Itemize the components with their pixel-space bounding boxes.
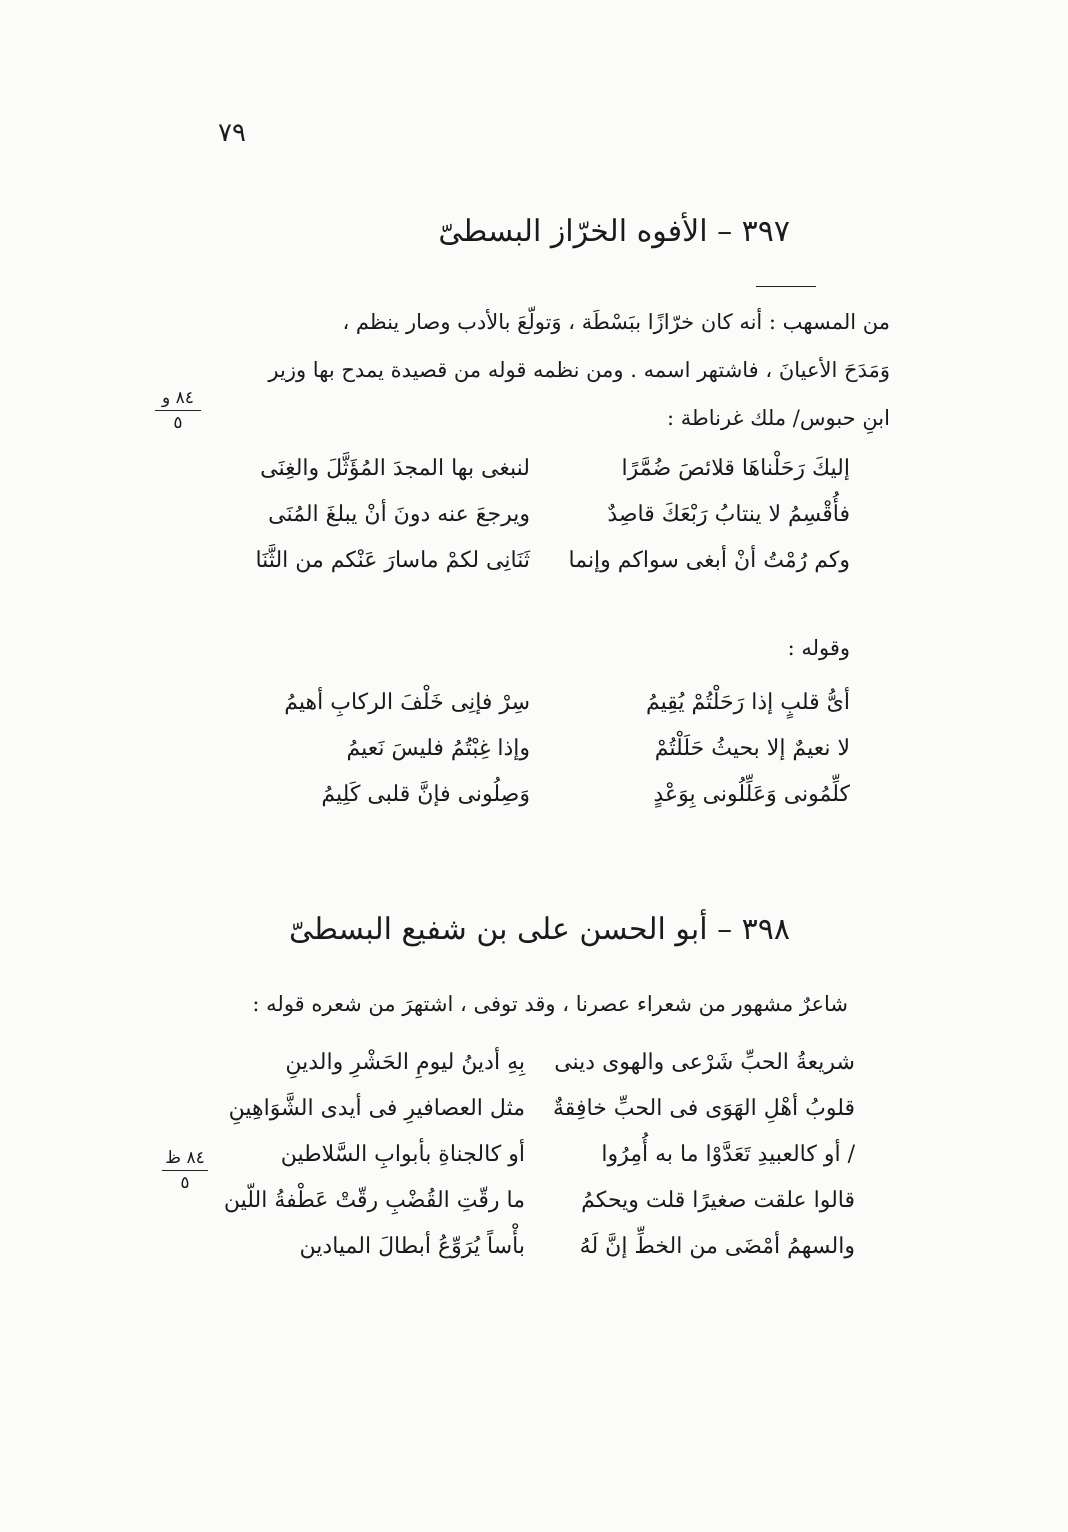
verse-second-hemistich: سِرْ فإنِى خَلْفَ الركابِ أهيمُ <box>284 690 530 715</box>
intro-line: من المسهب : أنه كان خرّازًا ببَسْطَة ، وَتولّعَ بالأدب وصار ينظم ، <box>342 310 890 334</box>
poem-1 <box>240 456 850 594</box>
verse-second-hemistich: بأْساً يُرَوِّعُ أبطالَ الميادين <box>299 1234 525 1259</box>
verse-line <box>215 1096 855 1142</box>
verse-first-hemistich: لا نعيمٌ إلا بحيثُ حَلَلْتُمْ <box>654 736 850 761</box>
verse-second-hemistich: وَصِلُونى فإنَّ قلبى كَلِيمُ <box>321 782 530 807</box>
verse-second-hemistich: بِهِ أدينُ ليومِ الحَشْرِ والدينِ <box>285 1050 525 1075</box>
verse-line <box>250 690 850 736</box>
verse-line <box>240 548 850 594</box>
verse-first-hemistich: قالوا علقت صغيرًا قلت ويحكمُ <box>581 1188 855 1213</box>
verse-line <box>250 782 850 828</box>
section-397-heading: ٣٩٧ – الأفوه الخرّاز البسطىّ <box>438 214 790 249</box>
page-number: ٧٩ <box>218 118 246 148</box>
margin-folio-note <box>162 1148 208 1193</box>
poem-3 <box>215 1050 855 1280</box>
verse-second-hemistich: ما رقّتِ القُضْبِ رقّتْ عَطْفةُ اللّين <box>223 1188 525 1213</box>
margin-folio-top: ٨٤ و <box>155 388 201 411</box>
heading-underline <box>756 286 816 287</box>
verse-first-hemistich: وكم رُمْتُ أنْ أبغى سواكم وإنما <box>568 548 850 573</box>
verse-line <box>240 502 850 548</box>
margin-folio-top: ٨٤ ظ <box>162 1148 208 1171</box>
verse-second-hemistich: مثل العصافيرِ فى أيدى الشَّوَاهِينِ <box>228 1096 525 1121</box>
margin-folio-bottom: ٥ <box>180 1173 190 1193</box>
and-his-saying: وقوله : <box>787 636 850 660</box>
verse-line <box>215 1188 855 1234</box>
verse-first-hemistich: كلِّمُونى وَعَلِّلُونى بِوَعْدٍ <box>653 782 850 807</box>
verse-line <box>250 736 850 782</box>
intro-line: ابنِ حبوس/ ملك غرناطة : <box>666 406 890 430</box>
margin-folio-bottom: ٥ <box>173 413 183 433</box>
margin-folio-note <box>155 388 201 433</box>
verse-second-hemistich: أو كالجناةِ بأبوابِ السَّلاطين <box>280 1142 525 1167</box>
verse-first-hemistich: فأُقْسِمُ لا ينتابُ رَبْعَكَ قاصِدٌ <box>607 502 850 527</box>
verse-second-hemistich: ثَنَانِى لكمْ ماسارَ عَنْكم من الثَّنَا <box>255 548 530 573</box>
verse-first-hemistich: إليكَ رَحَلْناهَا قلائصَ ضُمَّرًا <box>621 456 850 481</box>
verse-second-hemistich: وإذا غِبْتُمُ فليسَ نَعيمُ <box>346 736 530 761</box>
verse-second-hemistich: ويرجعَ عنه دونَ أنْ يبلغَ المُنَى <box>268 502 530 527</box>
intro-line: وَمَدَحَ الأعيانَ ، فاشتهر اسمه . ومن نظمه قوله من قصيدة يمدح بها وزير <box>268 358 890 382</box>
verse-line <box>215 1050 855 1096</box>
verse-line <box>240 456 850 502</box>
section-398-intro: شاعرٌ مشهور من شعراء عصرنا ، وقد توفى ، اشتهرَ من شعره قوله : <box>252 992 848 1016</box>
section-397-intro <box>200 298 890 442</box>
verse-first-hemistich: قلوبُ أهْلِ الهَوَى فى الحبِّ خافِقةٌ <box>553 1096 855 1121</box>
verse-first-hemistich: / أو كالعبيدِ تَعَدَّوْا ما به أُمِرُوا <box>601 1142 855 1167</box>
verse-second-hemistich: لنبغى بها المجدَ المُؤَثَّلَ والغِنَى <box>260 456 530 481</box>
verse-first-hemistich: والسهمُ أمْضَى من الخطِّ إنَّ لَهُ <box>579 1234 855 1259</box>
verse-line <box>215 1142 855 1188</box>
verse-line <box>215 1234 855 1280</box>
verse-first-hemistich: أىُّ قلبٍ إذا رَحَلْتُمْ يُقِيمُ <box>645 690 850 715</box>
verse-first-hemistich: شريعةُ الحبِّ شَرْعى والهوى دينى <box>554 1050 855 1075</box>
poem-2 <box>250 690 850 828</box>
section-398-heading: ٣٩٨ – أبو الحسن على بن شفيع البسطىّ <box>289 912 790 947</box>
